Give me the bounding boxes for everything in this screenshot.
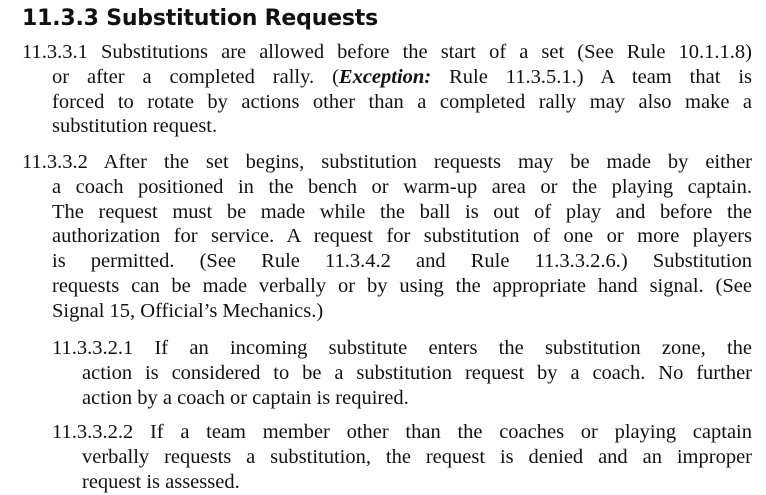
rule-line: verbally requests a substitution, the request is denied and an improper [82,445,752,468]
rule-line: is permitted. (See Rule 11.3.4.2 and Rule 11.3.3.2.6.) Substitution [52,250,752,273]
section-heading: 11.3.3 Substitution Requests [22,6,378,31]
rule-line: 11.3.3.2.2 If a team member other than the coaches or playing captain [52,421,752,443]
rule-line: 11.3.3.2.1 If an incoming substitute enters the substitution zone, the [52,337,752,359]
rule-line: requests can be made verbally or by using the appropriate hand signal. (See [52,274,752,297]
rule-line: 11.3.3.2 After the set begins, substitution requests may be made by either [22,151,752,173]
rule-line: forced to rotate by actions other than a completed rally may also make a [52,90,752,113]
rule-11-3-3-2 [22,150,752,324]
rule-11-3-3-2-1 [52,336,752,410]
rule-line: The request must be made while the ball is out of play and before the [52,200,752,223]
rule-11-3-3-1 [22,40,752,139]
rule-line: authorization for service. A request for substitution of one or more players [52,225,752,248]
rule-line: action by a coach or captain is required. [82,386,409,409]
rule-line [22,65,752,90]
rule-11-3-3-2-2 [52,420,752,494]
rule-line: action is considered to be a substitution request by a coach. No further [82,361,752,384]
exception-label: Exception: [338,65,432,88]
rule-line: 11.3.3.1 Substitutions are allowed before the start of a set (See Rule 10.1.1.8) [22,41,752,63]
rule-line: request is assessed. [82,470,240,493]
rule-line: a coach positioned in the bench or warm-up area or the playing captain. [52,175,752,198]
rule-text: Rule 11.3.5.1.) A team that is [431,65,753,88]
rule-line: Signal 15, Official’s Mechanics.) [52,299,324,322]
rule-text: or after a completed rally. ( [52,65,339,88]
rule-line: substitution request. [52,115,218,138]
